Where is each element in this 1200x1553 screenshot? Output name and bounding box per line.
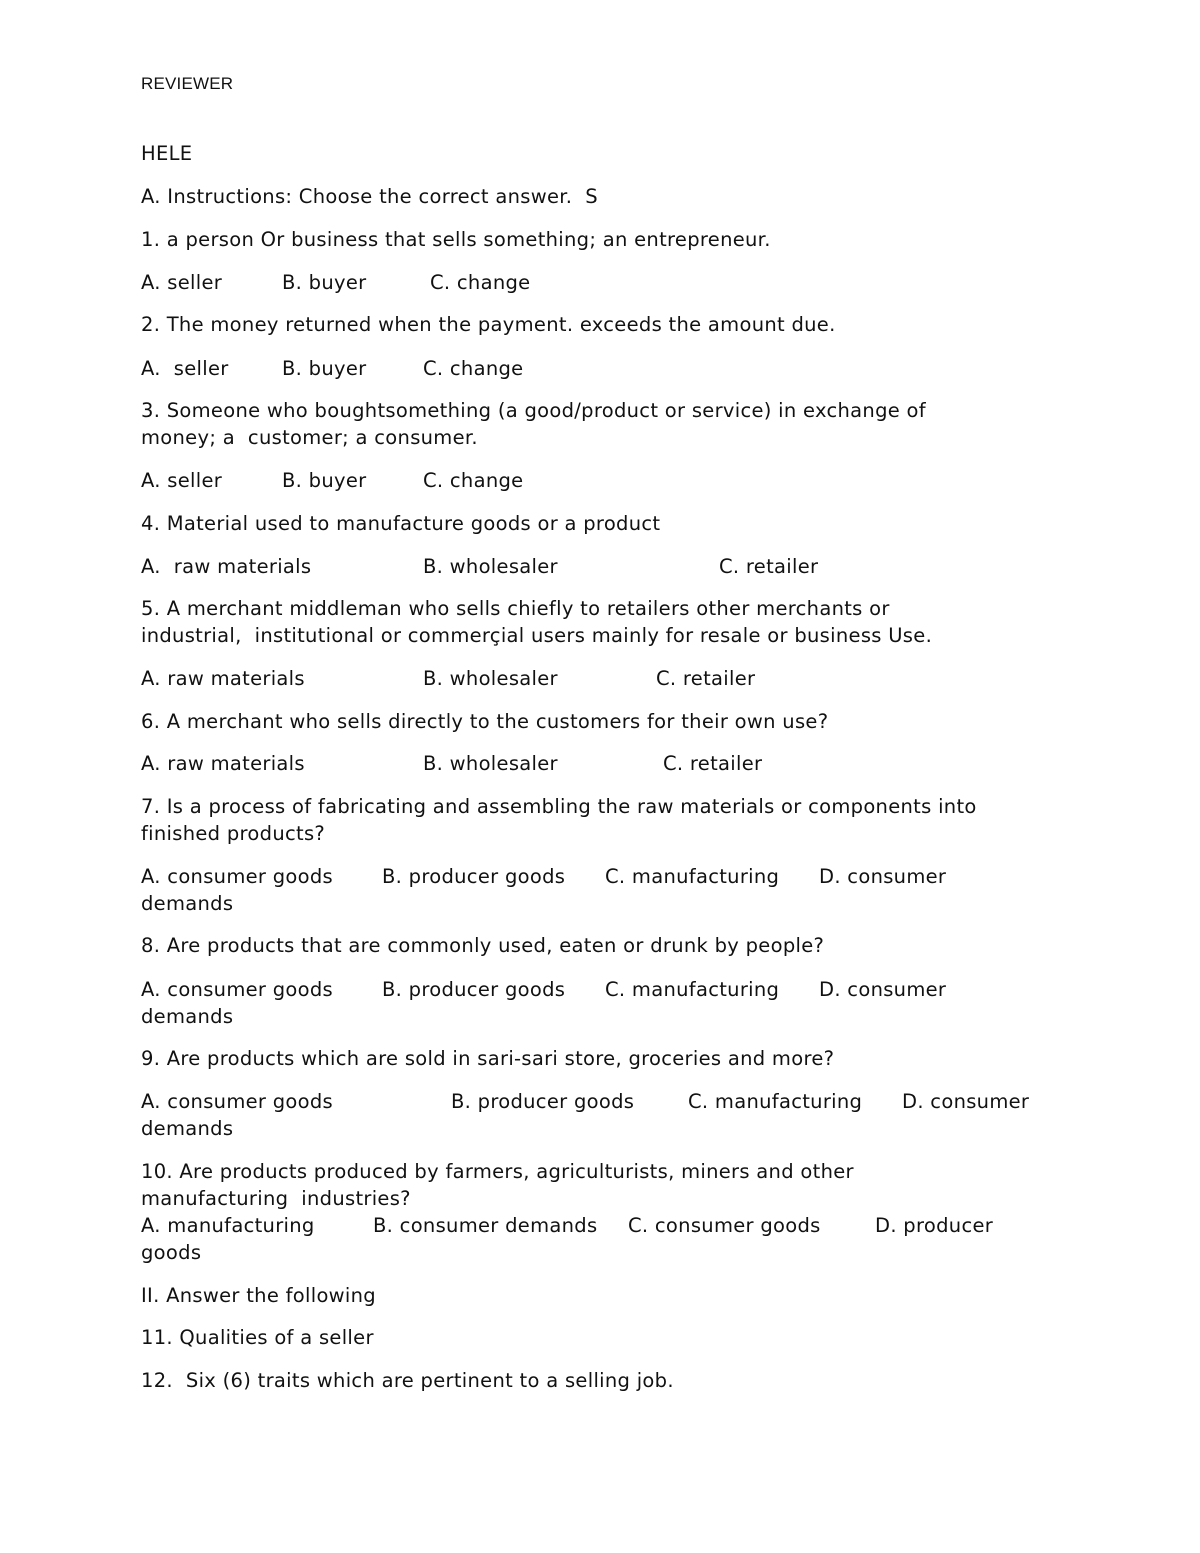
question-5-continued: industrial, institutional or commerçial users mainly for resale or business Use. — [141, 624, 933, 647]
question-2: 2. The money returned when the payment. exceeds the amount due. — [141, 313, 836, 336]
question-3: 3. Someone who boughtsomething (a good/product or service) in exchange of — [141, 399, 926, 422]
option: C. manufacturing — [605, 978, 780, 1001]
part-2-item-11: 11. Qualities of a seller — [141, 1326, 374, 1349]
option: A. consumer goods — [141, 865, 334, 888]
option: C. change — [423, 357, 524, 380]
question-8-options-continued: demands — [141, 1005, 234, 1028]
option: B. producer goods — [451, 1090, 635, 1113]
option: A. seller — [141, 271, 223, 294]
option: A. manufacturing — [141, 1214, 315, 1237]
option: A. seller — [141, 469, 223, 492]
option: B. wholesaler — [423, 752, 558, 775]
option: A. consumer goods — [141, 978, 334, 1001]
question-1: 1. a person Or business that sells something; an entrepreneur. — [141, 228, 771, 251]
subject-heading: HELE — [141, 142, 193, 165]
option: D. consumer — [902, 1090, 1030, 1113]
option: C. change — [423, 469, 524, 492]
question-10: 10. Are products produced by farmers, agriculturists, miners and other — [141, 1160, 854, 1183]
question-9: 9. Are products which are sold in sari-sari store, groceries and more? — [141, 1047, 835, 1070]
question-7: 7. Is a process of fabricating and assembling the raw materials or components into — [141, 795, 977, 818]
question-8: 8. Are products that are commonly used, eaten or drunk by people? — [141, 934, 825, 957]
option: A. raw materials — [141, 555, 312, 578]
option: C. retailer — [656, 667, 756, 690]
option: A. seller — [141, 357, 229, 380]
question-5: 5. A merchant middleman who sells chiefly to retailers other merchants or — [141, 597, 890, 620]
option: D. producer — [875, 1214, 994, 1237]
option: B. buyer — [282, 357, 367, 380]
question-10-options-continued: goods — [141, 1241, 202, 1264]
option: D. consumer — [819, 978, 947, 1001]
option: C. manufacturing — [688, 1090, 863, 1113]
option: A. raw materials — [141, 752, 305, 775]
option: B. wholesaler — [423, 667, 558, 690]
part-2-heading: II. Answer the following — [141, 1284, 376, 1307]
option: C. consumer goods — [628, 1214, 821, 1237]
question-6: 6. A merchant who sells directly to the customers for their own use? — [141, 710, 829, 733]
option: C. manufacturing — [605, 865, 780, 888]
question-9-options-continued: demands — [141, 1117, 234, 1140]
option: B. producer goods — [382, 865, 566, 888]
question-7-options-continued: demands — [141, 892, 234, 915]
option: A. raw materials — [141, 667, 305, 690]
part-2-item-12: 12. Six (6) traits which are pertinent to a selling job. — [141, 1369, 674, 1392]
question-3-continued: money; a customer; a consumer. — [141, 426, 478, 449]
option: C. retailer — [719, 555, 819, 578]
option: A. consumer goods — [141, 1090, 334, 1113]
option: B. buyer — [282, 469, 367, 492]
option: C. change — [430, 271, 531, 294]
question-7-continued: finished products? — [141, 822, 326, 845]
question-4: 4. Material used to manufacture goods or a product — [141, 512, 661, 535]
question-10-continued: manufacturing industries? — [141, 1187, 411, 1210]
option: B. consumer demands — [373, 1214, 598, 1237]
option: D. consumer — [819, 865, 947, 888]
option: B. producer goods — [382, 978, 566, 1001]
instructions: A. Instructions: Choose the correct answer. S — [141, 185, 598, 208]
option: B. buyer — [282, 271, 367, 294]
option: B. wholesaler — [423, 555, 558, 578]
document-title: REVIEWER — [141, 74, 234, 93]
option: C. retailer — [663, 752, 763, 775]
